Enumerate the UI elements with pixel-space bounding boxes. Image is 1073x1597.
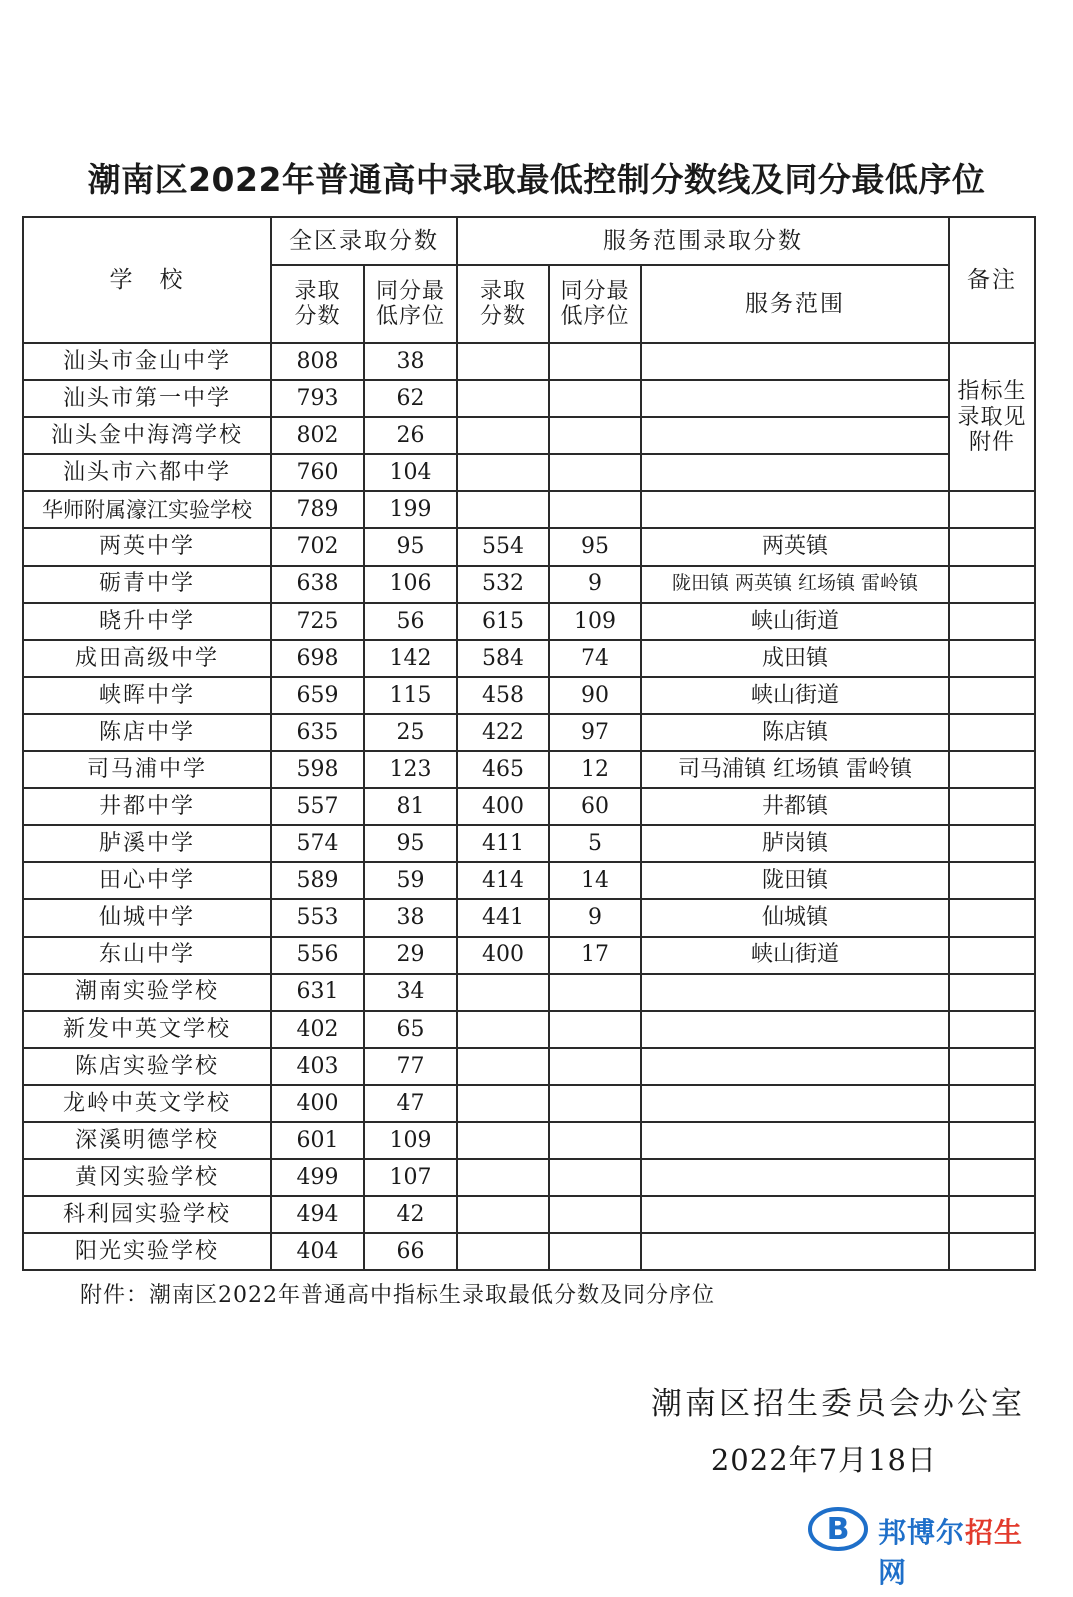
service-score-cell: 422 [457,714,549,751]
service-score-cell: 554 [457,528,549,565]
service-rank-cell: 17 [549,937,641,974]
district-rank-cell: 109 [364,1122,457,1159]
service-range-cell: 峡山街道 [641,937,949,974]
service-range-cell: 胪岗镇 [641,825,949,862]
service-range-cell [641,454,949,491]
note-empty-cell [949,1048,1035,1085]
district-rank-cell: 107 [364,1159,457,1196]
service-range-cell: 仙城镇 [641,899,949,936]
school-name-cell: 汕头金中海湾学校 [23,417,271,454]
district-score-cell: 760 [271,454,364,491]
note-empty-cell [949,937,1035,974]
school-name-cell: 汕头市六都中学 [23,454,271,491]
service-rank-cell: 95 [549,528,641,565]
svg-text:B: B [826,1512,850,1547]
note-empty-cell [949,862,1035,899]
table-row [23,788,1035,825]
table-row [23,1085,1035,1122]
service-score-cell [457,343,549,380]
school-name-cell: 阳光实验学校 [23,1233,271,1270]
note-empty-cell [949,528,1035,565]
table-row [23,974,1035,1011]
service-rank-cell [549,1011,641,1048]
school-name-cell: 井都中学 [23,788,271,825]
service-rank-cell: 12 [549,751,641,788]
service-range-cell: 峡山街道 [641,603,949,640]
service-score-cell [457,1085,549,1122]
district-score-cell: 702 [271,528,364,565]
header-note: 备注 [949,217,1035,343]
note-cell: 指标生录取见附件 [949,343,1035,491]
service-rank-cell [549,1159,641,1196]
district-rank-cell: 115 [364,677,457,714]
service-score-cell: 532 [457,566,549,603]
service-rank-cell [549,1196,641,1233]
school-name-cell: 司马浦中学 [23,751,271,788]
service-range-cell [641,1048,949,1085]
note-empty-cell [949,899,1035,936]
service-rank-cell: 109 [549,603,641,640]
service-score-cell [457,380,549,417]
table-row [23,1159,1035,1196]
note-empty-cell [949,1085,1035,1122]
district-score-cell: 499 [271,1159,364,1196]
table-row [23,677,1035,714]
district-score-cell: 598 [271,751,364,788]
table-row [23,380,1035,417]
district-rank-cell: 62 [364,380,457,417]
table-row [23,825,1035,862]
district-score-cell: 789 [271,491,364,528]
note-empty-cell [949,491,1035,528]
table-row [23,937,1035,974]
table-row [23,899,1035,936]
school-name-cell: 汕头市金山中学 [23,343,271,380]
note-empty-cell [949,1233,1035,1270]
district-score-cell: 557 [271,788,364,825]
header-service-rank: 同分最 低序位 [549,265,641,343]
service-range-cell [641,1011,949,1048]
service-score-cell: 465 [457,751,549,788]
table-row [23,1011,1035,1048]
school-name-cell: 华师附属濠江实验学校 [23,491,271,528]
service-score-cell [457,1159,549,1196]
school-name-cell: 科利园实验学校 [23,1196,271,1233]
service-rank-cell: 74 [549,640,641,677]
service-score-cell: 458 [457,677,549,714]
school-name-cell: 黄冈实验学校 [23,1159,271,1196]
table-row [23,343,1035,380]
school-name-cell: 砺青中学 [23,566,271,603]
district-score-cell: 601 [271,1122,364,1159]
table-row [23,1196,1035,1233]
service-score-cell: 400 [457,788,549,825]
district-rank-cell: 25 [364,714,457,751]
table-row [23,603,1035,640]
service-rank-cell: 5 [549,825,641,862]
school-name-cell: 深溪明德学校 [23,1122,271,1159]
service-range-cell: 陇田镇 [641,862,949,899]
school-name-cell: 仙城中学 [23,899,271,936]
district-rank-cell: 95 [364,528,457,565]
table-row [23,1233,1035,1270]
school-name-cell: 峡晖中学 [23,677,271,714]
header-service-scores: 服务范围录取分数 [457,217,949,265]
attachment-note: 附件：潮南区2022年普通高中指标生录取最低分数及同分序位 [80,1283,715,1308]
district-score-cell: 403 [271,1048,364,1085]
district-rank-cell: 29 [364,937,457,974]
district-score-cell: 574 [271,825,364,862]
table-row [23,417,1035,454]
note-empty-cell [949,566,1035,603]
service-rank-cell: 9 [549,899,641,936]
service-score-cell [457,1196,549,1233]
service-score-cell: 414 [457,862,549,899]
school-name-cell: 田心中学 [23,862,271,899]
watermark-b-icon [808,1505,868,1553]
header-service-range: 服务范围 [641,265,949,343]
header-service-score: 录取 分数 [457,265,549,343]
service-range-cell [641,1159,949,1196]
school-name-cell: 新发中英文学校 [23,1011,271,1048]
note-empty-cell [949,1196,1035,1233]
service-score-cell: 441 [457,899,549,936]
school-name-cell: 陈店中学 [23,714,271,751]
service-rank-cell: 90 [549,677,641,714]
watermark-text: 邦博尔招生网 [878,1516,1024,1589]
note-empty-cell [949,1122,1035,1159]
note-empty-cell [949,788,1035,825]
school-name-cell: 潮南实验学校 [23,974,271,1011]
service-rank-cell [549,491,641,528]
header-district-score: 录取 分数 [271,265,364,343]
district-rank-cell: 66 [364,1233,457,1270]
service-rank-cell: 14 [549,862,641,899]
district-score-cell: 553 [271,899,364,936]
service-rank-cell [549,974,641,1011]
service-score-cell [457,1048,549,1085]
note-empty-cell [949,677,1035,714]
district-rank-cell: 56 [364,603,457,640]
district-score-cell: 802 [271,417,364,454]
district-rank-cell: 34 [364,974,457,1011]
service-score-cell [457,454,549,491]
school-name-cell: 龙岭中英文学校 [23,1085,271,1122]
district-rank-cell: 106 [364,566,457,603]
district-score-cell: 400 [271,1085,364,1122]
service-rank-cell: 60 [549,788,641,825]
table-row [23,1122,1035,1159]
table-row [23,454,1035,491]
service-range-cell: 成田镇 [641,640,949,677]
table-row [23,862,1035,899]
district-rank-cell: 95 [364,825,457,862]
school-name-cell: 东山中学 [23,937,271,974]
district-score-cell: 698 [271,640,364,677]
service-range-cell [641,380,949,417]
note-empty-cell [949,1011,1035,1048]
district-score-cell: 659 [271,677,364,714]
district-score-cell: 494 [271,1196,364,1233]
table-row [23,1048,1035,1085]
service-score-cell [457,1011,549,1048]
service-rank-cell [549,454,641,491]
district-rank-cell: 142 [364,640,457,677]
header-district-scores: 全区录取分数 [271,217,457,265]
watermark-logo [808,1503,1048,1589]
note-empty-cell [949,714,1035,751]
service-range-cell: 峡山街道 [641,677,949,714]
service-rank-cell [549,1233,641,1270]
district-score-cell: 631 [271,974,364,1011]
service-rank-cell [549,417,641,454]
service-range-cell [641,1196,949,1233]
service-range-cell: 司马浦镇 红场镇 雷岭镇 [641,751,949,788]
table-row [23,751,1035,788]
service-range-cell: 陈店镇 [641,714,949,751]
service-rank-cell [549,1048,641,1085]
district-score-cell: 404 [271,1233,364,1270]
service-rank-cell [549,343,641,380]
district-score-cell: 635 [271,714,364,751]
district-score-cell: 589 [271,862,364,899]
table-row [23,491,1035,528]
issue-date: 2022年7月18日 [710,1443,937,1477]
header-school: 学 校 [23,217,271,343]
district-score-cell: 808 [271,343,364,380]
service-range-cell [641,974,949,1011]
service-score-cell [457,491,549,528]
district-rank-cell: 123 [364,751,457,788]
district-score-cell: 638 [271,566,364,603]
service-rank-cell [549,380,641,417]
district-rank-cell: 42 [364,1196,457,1233]
header-district-rank: 同分最 低序位 [364,265,457,343]
service-score-cell: 584 [457,640,549,677]
admission-score-table [22,216,1036,1271]
district-rank-cell: 81 [364,788,457,825]
service-score-cell [457,1122,549,1159]
district-rank-cell: 59 [364,862,457,899]
district-rank-cell: 38 [364,343,457,380]
issuing-office: 潮南区招生委员会办公室 [651,1386,1025,1422]
service-range-cell [641,343,949,380]
school-name-cell: 成田高级中学 [23,640,271,677]
table-row [23,640,1035,677]
service-score-cell [457,974,549,1011]
service-range-cell [641,491,949,528]
district-rank-cell: 65 [364,1011,457,1048]
school-name-cell: 胪溪中学 [23,825,271,862]
service-range-cell: 陇田镇 两英镇 红场镇 雷岭镇 [641,566,949,603]
service-range-cell [641,1122,949,1159]
note-empty-cell [949,603,1035,640]
district-score-cell: 402 [271,1011,364,1048]
service-range-cell [641,1233,949,1270]
service-rank-cell [549,1122,641,1159]
service-range-cell: 井都镇 [641,788,949,825]
service-range-cell [641,417,949,454]
table-row [23,714,1035,751]
service-score-cell: 411 [457,825,549,862]
service-range-cell: 两英镇 [641,528,949,565]
note-empty-cell [949,640,1035,677]
table-row [23,566,1035,603]
service-score-cell [457,1233,549,1270]
service-rank-cell [549,1085,641,1122]
table-row [23,528,1035,565]
district-rank-cell: 47 [364,1085,457,1122]
service-score-cell [457,417,549,454]
service-range-cell [641,1085,949,1122]
district-score-cell: 793 [271,380,364,417]
service-rank-cell: 9 [549,566,641,603]
district-score-cell: 556 [271,937,364,974]
district-rank-cell: 26 [364,417,457,454]
document-title: 潮南区2022年普通高中录取最低控制分数线及同分最低序位 [87,160,986,199]
note-empty-cell [949,1159,1035,1196]
district-rank-cell: 104 [364,454,457,491]
note-empty-cell [949,751,1035,788]
school-name-cell: 汕头市第一中学 [23,380,271,417]
district-score-cell: 725 [271,603,364,640]
school-name-cell: 两英中学 [23,528,271,565]
note-empty-cell [949,825,1035,862]
service-score-cell: 400 [457,937,549,974]
note-empty-cell [949,974,1035,1011]
district-rank-cell: 199 [364,491,457,528]
service-rank-cell: 97 [549,714,641,751]
district-rank-cell: 77 [364,1048,457,1085]
school-name-cell: 晓升中学 [23,603,271,640]
school-name-cell: 陈店实验学校 [23,1048,271,1085]
service-score-cell: 615 [457,603,549,640]
district-rank-cell: 38 [364,899,457,936]
